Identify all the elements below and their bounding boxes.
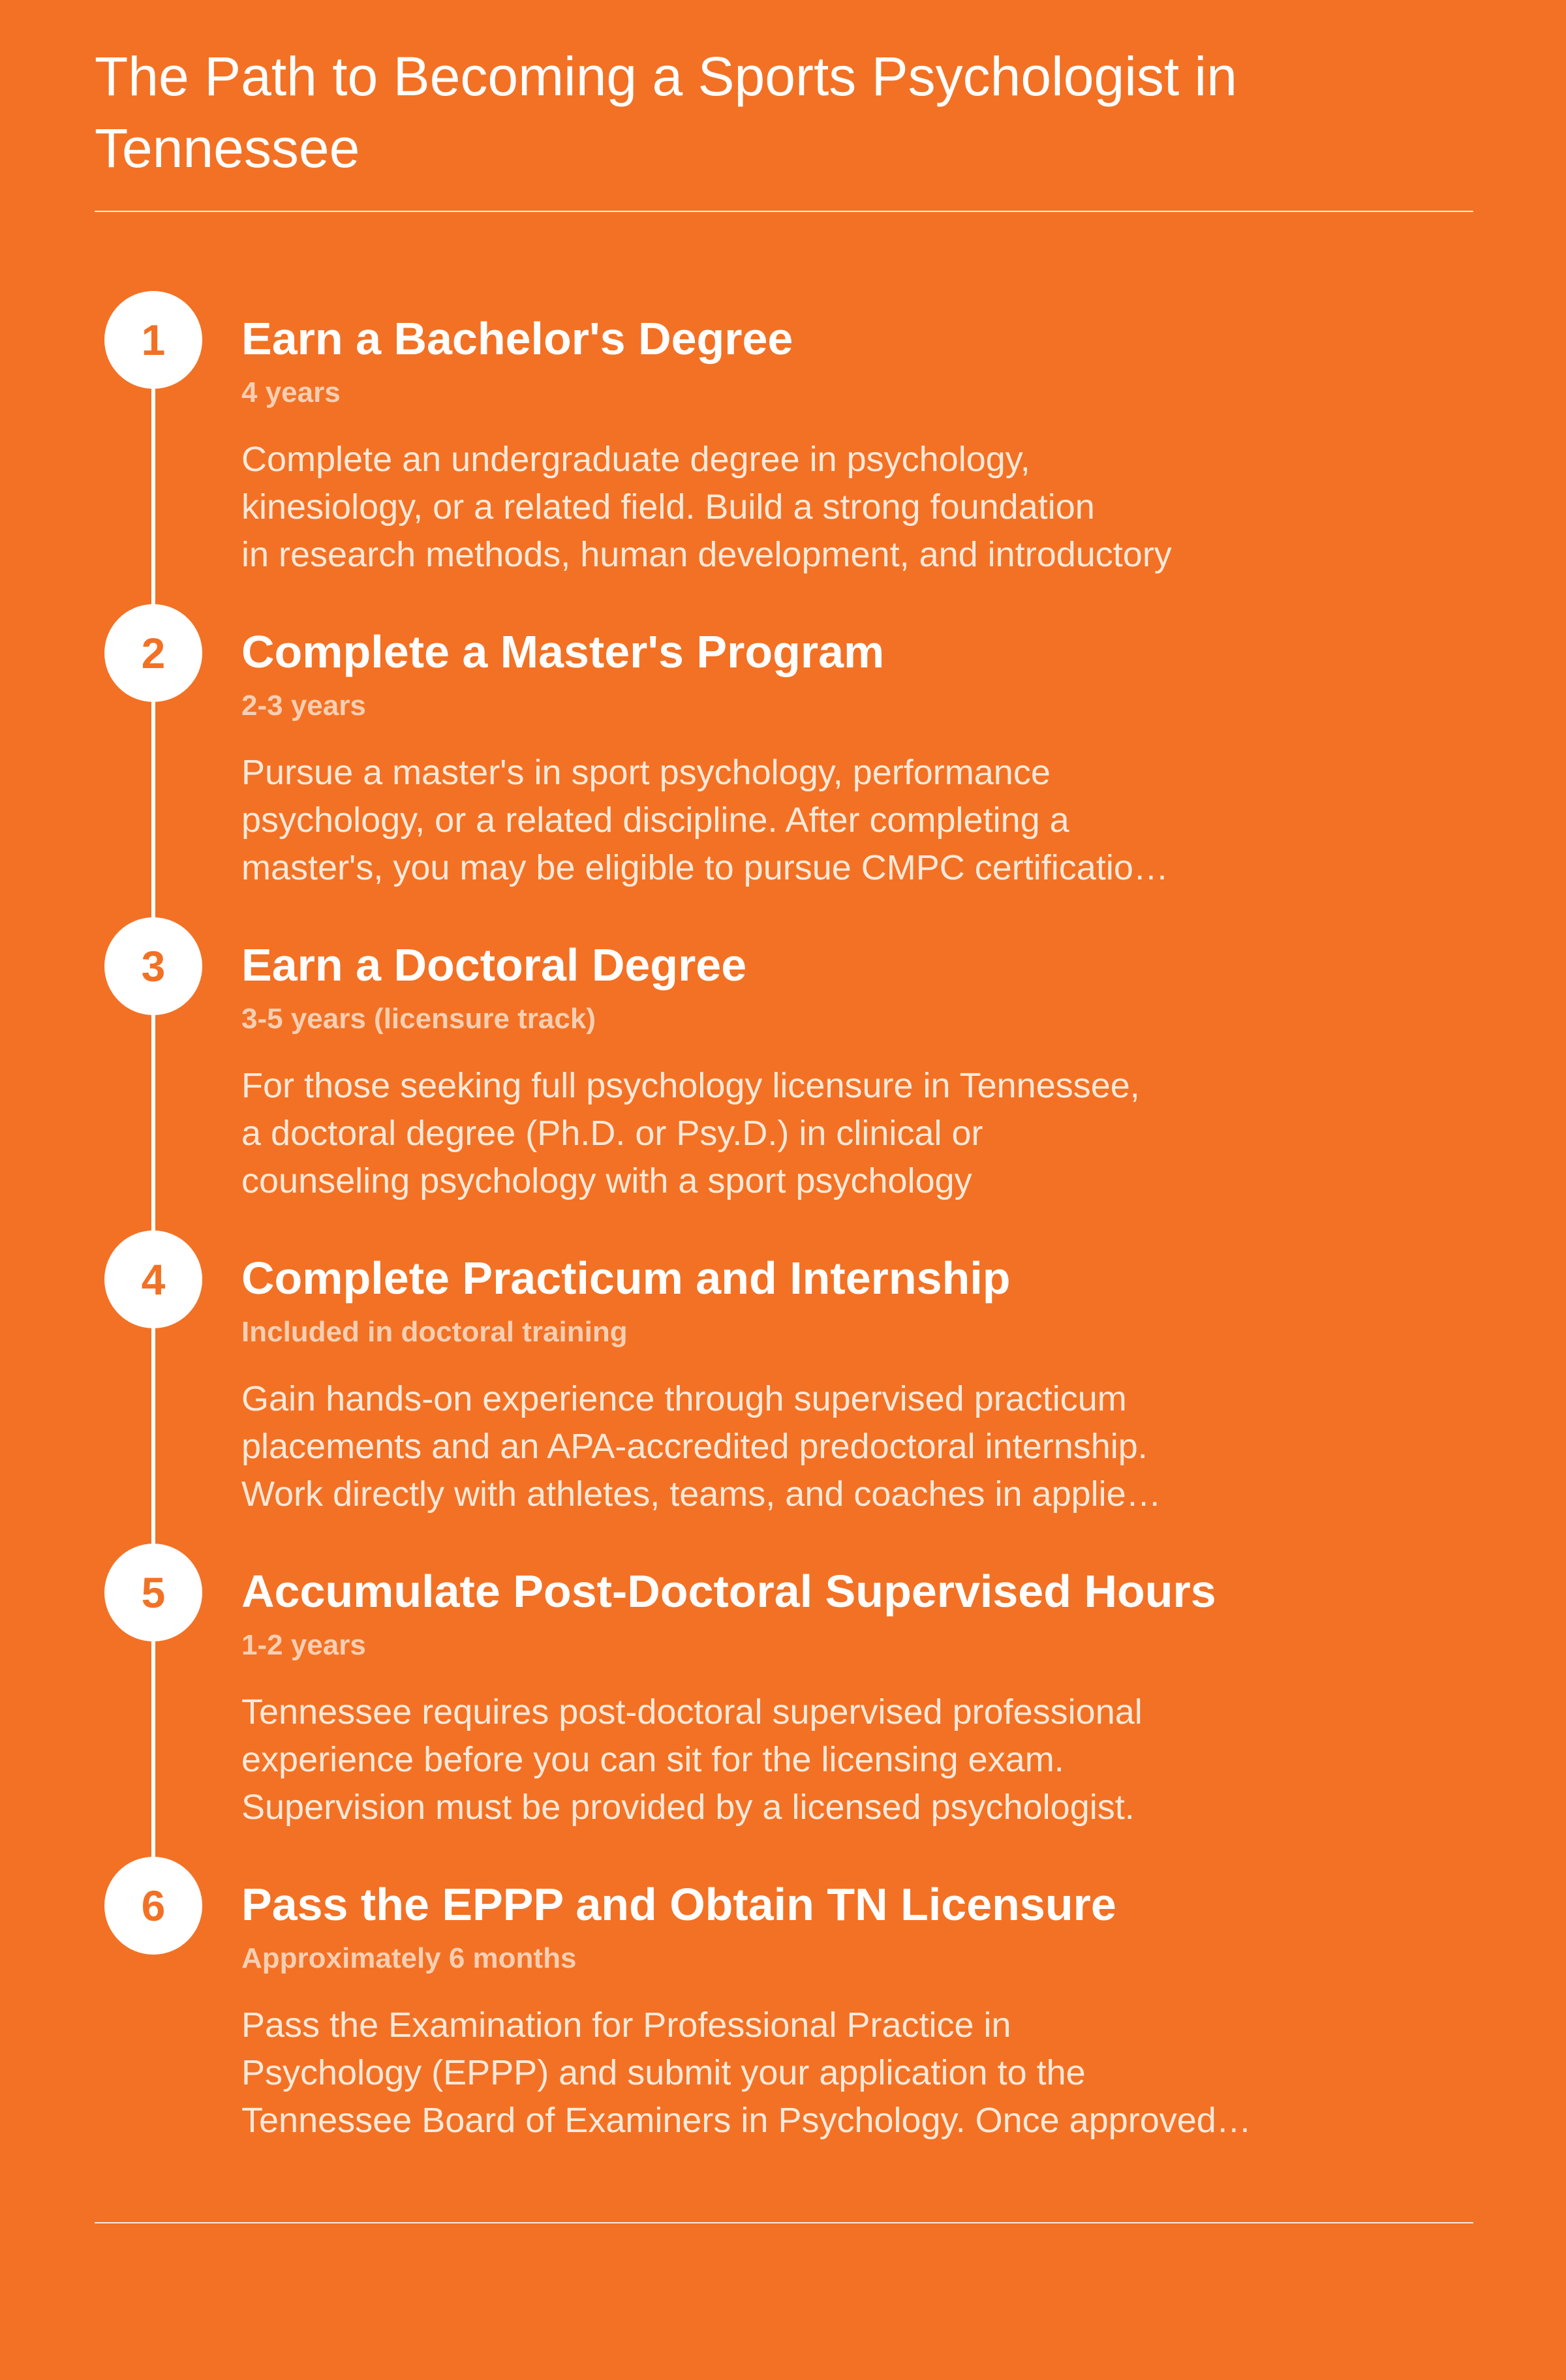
step-5-description-line: Supervision must be provided by a licensed psychologist.: [241, 1788, 1135, 1827]
step-2-description-line: psychology, or a related discipline. After completing a: [241, 801, 1069, 840]
step-2-description-line: master's, you may be eligible to pursue CMPC certificatio…: [241, 848, 1169, 887]
step-6-description-line: Tennessee Board of Examiners in Psychology. Once approved…: [241, 2101, 1251, 2140]
step-3-description: [241, 1062, 1422, 1205]
page-title: The Path to Becoming a Sports Psychologist in Tennessee: [95, 46, 1237, 179]
step-2-description-line: Pursue a master's in sport psychology, performance: [241, 753, 1051, 792]
step-1-duration: 4 years: [241, 376, 341, 408]
step-1-title: Earn a Bachelor's Degree: [241, 313, 793, 364]
step-6-description-line: Pass the Examination for Professional Practice in: [241, 2006, 1011, 2045]
step-1: [95, 291, 1473, 574]
step-4-number-badge: 4: [104, 1230, 202, 1328]
step-5-number-badge: 5: [104, 1544, 202, 1641]
step-1-description-line: kinesiology, or a related field. Build a strong foundation: [241, 487, 1095, 526]
step-2-number-badge: 2: [104, 604, 202, 702]
step-4-description-line: Gain hands-on experience through supervised practicum: [241, 1379, 1127, 1418]
step-4: [95, 1230, 1473, 1514]
step-4-description: [241, 1375, 1422, 1518]
step-1-description-line: in research methods, human development, and introductory: [241, 535, 1172, 574]
step-3-title: Earn a Doctoral Degree: [241, 939, 747, 990]
step-2-duration: 2-3 years: [241, 690, 366, 722]
step-5-description-line: experience before you can sit for the licensing exam.: [241, 1740, 1064, 1779]
step-3-number-badge: 3: [104, 917, 202, 1015]
step-2-title: Complete a Master's Program: [241, 626, 885, 677]
step-1-number-badge: 1: [104, 291, 202, 389]
step-3-description-line: a doctoral degree (Ph.D. or Psy.D.) in clinical or: [241, 1114, 983, 1153]
step-1-description: [241, 436, 1422, 579]
step-6-title: Pass the EPPP and Obtain TN Licensure: [241, 1879, 1116, 1930]
step-2: [95, 604, 1473, 887]
step-3-description-line: For those seeking full psychology licensure in Tennessee,: [241, 1066, 1140, 1105]
step-6-description-line: Psychology (EPPP) and submit your application to the: [241, 2053, 1086, 2092]
step-1-description-line: Complete an undergraduate degree in psychology,: [241, 440, 1030, 479]
step-3-duration: 3-5 years (licensure track): [241, 1003, 596, 1035]
step-6: [95, 1857, 1473, 2140]
step-2-description: [241, 749, 1422, 892]
top-divider: [95, 211, 1473, 212]
step-5-duration: 1-2 years: [241, 1629, 366, 1661]
step-5-description-line: Tennessee requires post-doctoral supervised professional: [241, 1692, 1143, 1732]
bottom-divider: [95, 2222, 1473, 2223]
page-container: [95, 0, 1473, 2380]
step-6-duration: Approximately 6 months: [241, 1942, 577, 1974]
step-5-title: Accumulate Post-Doctoral Supervised Hours: [241, 1566, 1216, 1617]
step-4-title: Complete Practicum and Internship: [241, 1253, 1011, 1304]
step-4-duration: Included in doctoral training: [241, 1316, 628, 1348]
step-3-description-line: counseling psychology with a sport psychology: [241, 1161, 972, 1200]
step-6-number-badge: 6: [104, 1857, 202, 1955]
step-5: [95, 1544, 1473, 1827]
step-6-description: [241, 2002, 1422, 2144]
step-4-description-line: Work directly with athletes, teams, and coaches in applie…: [241, 1474, 1161, 1514]
step-4-description-line: placements and an APA-accredited predoctoral internship.: [241, 1427, 1148, 1466]
step-3: [95, 917, 1473, 1200]
step-5-description: [241, 1688, 1422, 1831]
